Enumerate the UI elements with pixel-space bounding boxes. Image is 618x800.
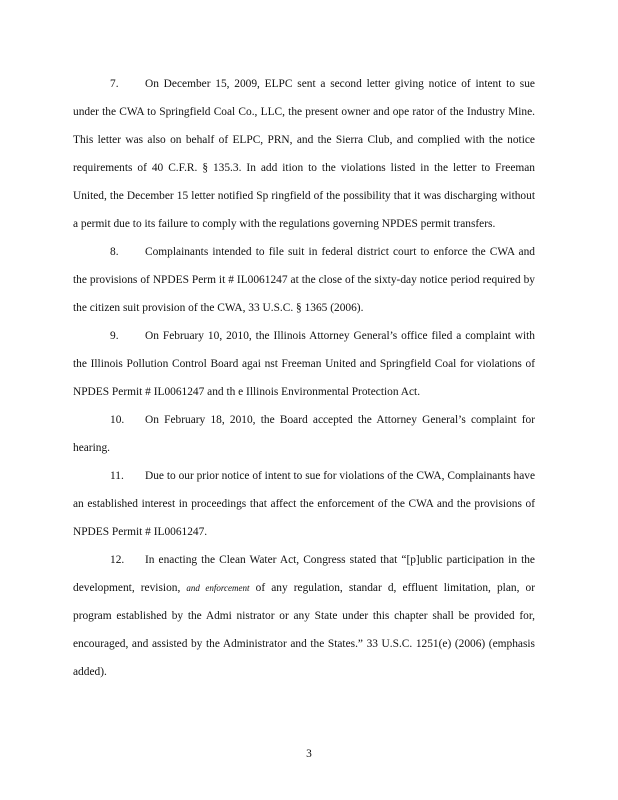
- paragraph-text: Complainants intended to file suit in federal district court to enforce the CWA and the provisions of NPDES Perm it # IL0061247 at the close of the sixty-day notice period required by the citizen suit provision of the CWA, 33 U.S.C. § 1365 (2006).: [73, 246, 535, 314]
- paragraph-7: [73, 70, 535, 238]
- emphasis-text: and enforcement: [186, 583, 250, 593]
- paragraph-number: 9.: [110, 330, 119, 342]
- paragraph-text-before: In enacting the Clean Water Act, Congress stated that “[p]ublic participation in the development, revision,: [73, 554, 535, 594]
- paragraph-number: 7.: [110, 78, 119, 90]
- paragraph-number: 10.: [110, 414, 125, 426]
- paragraph-text: Due to our prior notice of intent to sue for violations of the CWA, Complainants have an established interest in proceedings that affect the enforcement of the CWA and the provisions of NPDES Permit # IL0061247.: [73, 470, 535, 538]
- page-number: 3: [306, 748, 312, 760]
- paragraph-8: [73, 238, 535, 322]
- paragraph-text-after: of any regulation, standar d, effluent limitation, plan, or program established by the Admi nistrator or any State under this chapter shall be provided for, encouraged, and assisted by the Administrator and the States.” 33 U.S.C. 1251(e) (2006) (emphasis added).: [73, 582, 535, 678]
- paragraph-text: On February 18, 2010, the Board accepted the Attorney General’s complaint for hearing.: [73, 414, 535, 454]
- paragraph-number: 11.: [110, 470, 124, 482]
- paragraph-text: On February 10, 2010, the Illinois Attorney General’s office filed a complaint with the Illinois Pollution Control Board agai nst Freeman United and Springfield Coal for violations of NPDES Permit # IL0061247 and th e Illinois Environmental Protection Act.: [73, 330, 535, 398]
- paragraph-11: [73, 462, 535, 546]
- paragraph-10: [73, 406, 535, 462]
- paragraph-9: [73, 322, 535, 406]
- paragraph-12: [73, 546, 535, 686]
- document-body: [73, 70, 535, 686]
- paragraph-number: 8.: [110, 246, 119, 258]
- paragraph-text: On December 15, 2009, ELPC sent a second letter giving notice of intent to sue under the CWA to Springfield Coal Co., LLC, the present owner and ope rator of the Industry Mine. This letter was also on behalf of ELPC, PRN, and the Sierra Club, and complied with the notice requirements of 40 C.F.R. § 135.3. In add ition to the violations listed in the letter to Freeman United, the December 15 letter notified Sp ringfield of the possibility that it was discharging without a permit due to its failure to comply with the regulations governing NPDES permit transfers.: [73, 78, 535, 230]
- paragraph-number: 12.: [110, 554, 125, 566]
